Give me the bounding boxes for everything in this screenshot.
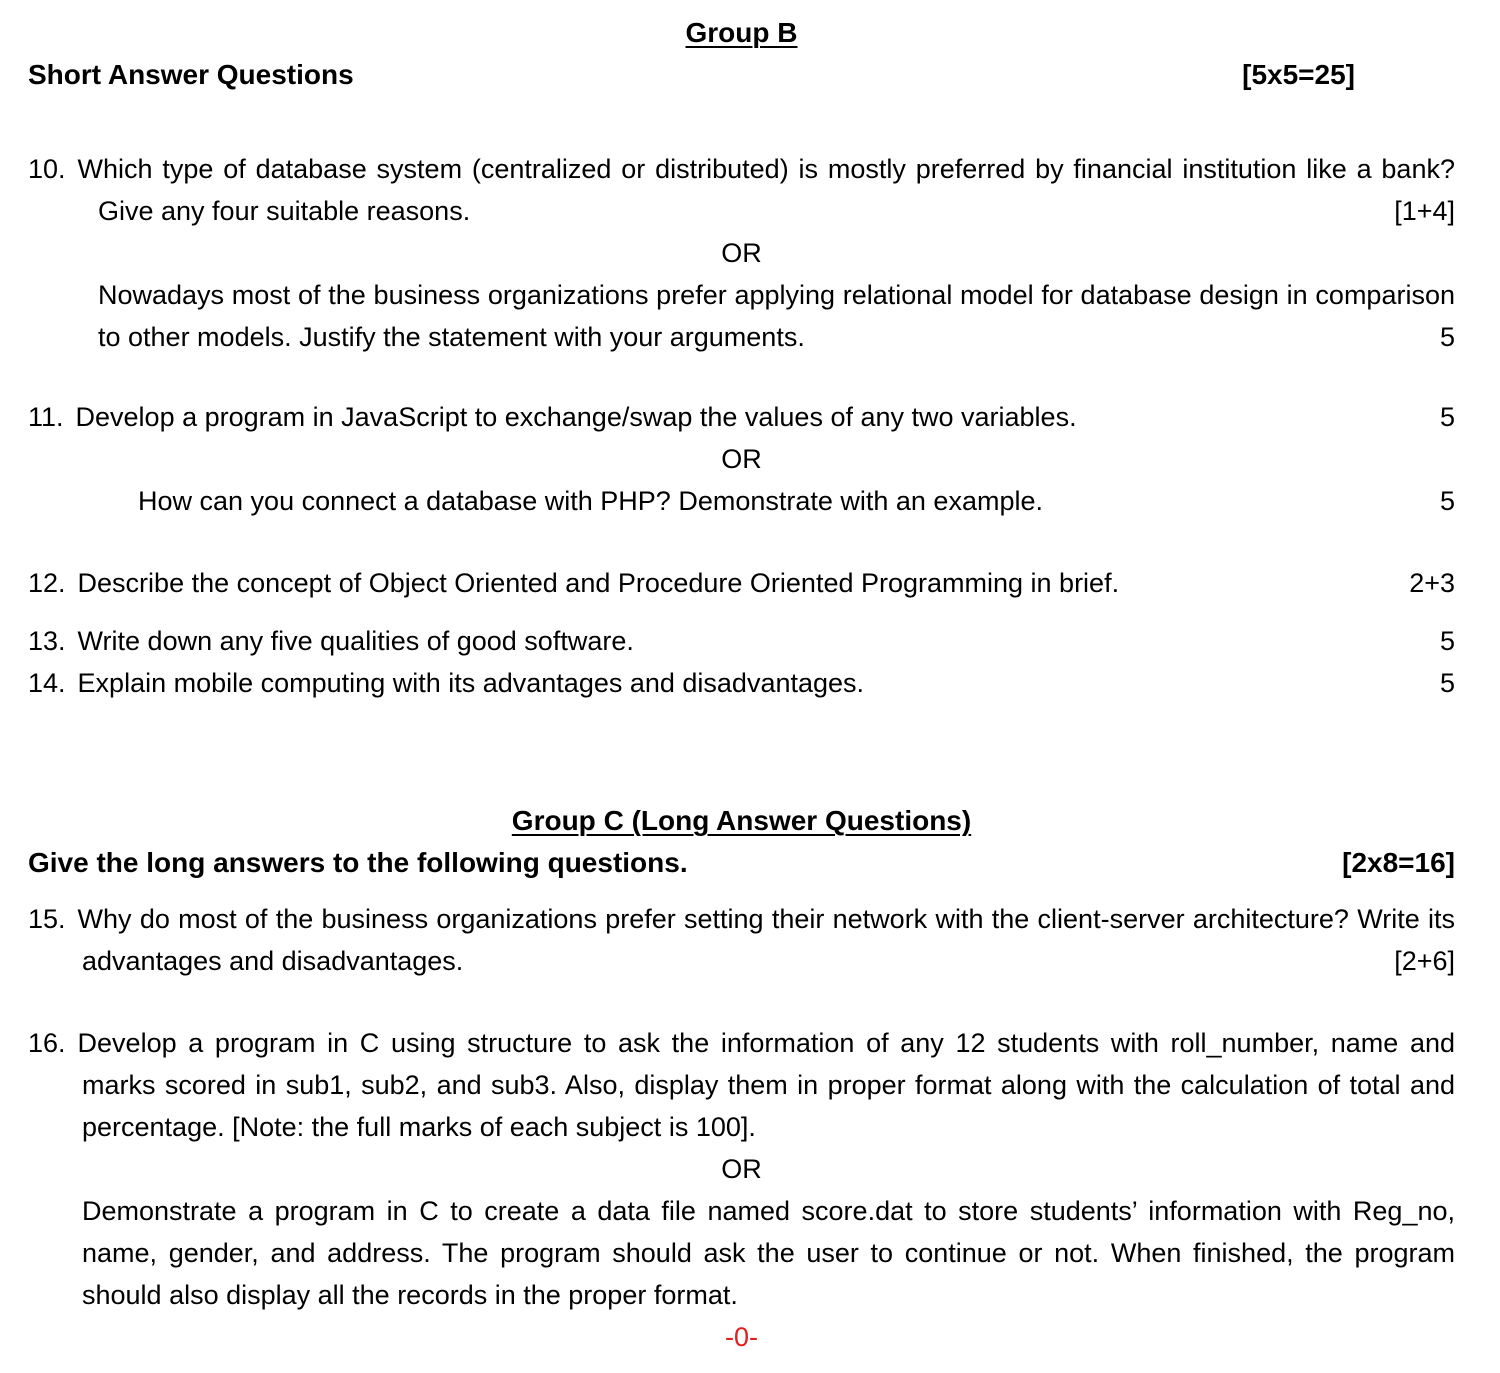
question-11-number: 11. [28, 402, 64, 432]
question-10 [28, 148, 1455, 232]
or-separator-q10: OR [721, 238, 762, 268]
question-15-number: 15. [28, 904, 66, 934]
question-15-text [28, 898, 1455, 982]
question-12-marks: 2+3 [1409, 568, 1455, 598]
question-11-alt [28, 480, 1455, 522]
group-b-total-marks: [5x5=25] [1242, 59, 1355, 90]
question-16 [28, 1022, 1455, 1148]
question-12-body: Describe the concept of Object Oriented and Procedure Oriented Programming in brief. [77, 568, 1120, 598]
question-10-body: Which type of database system (centralized or distributed) is mostly preferred by financial institution like a bank? Give any four suitable reasons. [77, 154, 1455, 226]
group-c-title: Group C (Long Answer Questions) [511, 805, 972, 836]
question-10-number: 10. [28, 154, 66, 184]
question-14-body: Explain mobile computing with its advantages and disadvantages. [77, 668, 865, 698]
question-11-body: Develop a program in JavaScript to exchange/swap the values of any two variables. [75, 402, 1077, 432]
group-c-total-marks: [2x8=16] [1342, 847, 1455, 878]
question-10-alt [28, 274, 1455, 358]
question-12-text [28, 562, 1455, 604]
question-13-text [28, 620, 1455, 662]
question-16-number: 16. [28, 1028, 66, 1058]
question-10-alt-marks: 5 [1439, 322, 1455, 352]
group-c-intro-row [28, 842, 1455, 884]
or-separator-q11: OR [721, 444, 762, 474]
question-14-text [28, 662, 1455, 704]
question-11-text [28, 396, 1455, 438]
or-separator-q16: OR [721, 1154, 762, 1184]
question-10-alt-text: Nowadays most of the business organizations prefer applying relational model for database design in comparison to other models. Justify the statement with your arguments. [98, 280, 1455, 352]
question-10-text [28, 148, 1455, 232]
question-13 [28, 620, 1455, 662]
question-15 [28, 898, 1455, 982]
question-15-marks: [2+6] [1394, 946, 1455, 976]
question-13-number: 13. [28, 626, 66, 656]
question-16-body: Develop a program in C using structure to ask the information of any 12 students with roll_number, name and marks scored in sub1, sub2, and sub3. Also, display them in proper format along with the calculation of total and percentage. [Note: the full marks of each subject is 100]. [77, 1028, 1455, 1142]
group-c-heading [28, 800, 1455, 842]
question-14-number: 14. [28, 668, 66, 698]
question-13-body: Write down any five qualities of good software. [77, 626, 634, 656]
question-10-marks: [1+4] [1394, 196, 1455, 226]
group-b-intro-label: Short Answer Questions [28, 59, 354, 90]
group-b-heading [28, 12, 1455, 54]
question-16-alt-text: Demonstrate a program in C to create a data file named score.dat to store students’ information with Reg_no, name, gender, and address. The program should ask the user to continue or not. When finished, the program should also display all the records in the proper format. [82, 1196, 1455, 1310]
end-of-paper-mark: -0- [725, 1322, 758, 1352]
question-15-body: Why do most of the business organizations prefer setting their network with the client-server architecture? Write its advantages and disadvantages. [77, 904, 1455, 976]
group-b-intro-row [28, 54, 1455, 96]
question-11 [28, 396, 1455, 438]
question-16-alt [28, 1190, 1455, 1316]
question-11-alt-marks: 5 [1439, 486, 1455, 516]
question-14-marks: 5 [1439, 668, 1455, 698]
group-b-title: Group B [685, 17, 798, 48]
group-c-intro-label: Give the long answers to the following questions. [28, 847, 688, 878]
question-14 [28, 662, 1455, 704]
question-11-alt-text: How can you connect a database with PHP? Demonstrate with an example. [138, 486, 1043, 516]
question-16-text [28, 1022, 1455, 1148]
question-11-marks: 5 [1439, 402, 1455, 432]
question-12 [28, 562, 1455, 604]
question-13-marks: 5 [1439, 626, 1455, 656]
question-12-number: 12. [28, 568, 66, 598]
